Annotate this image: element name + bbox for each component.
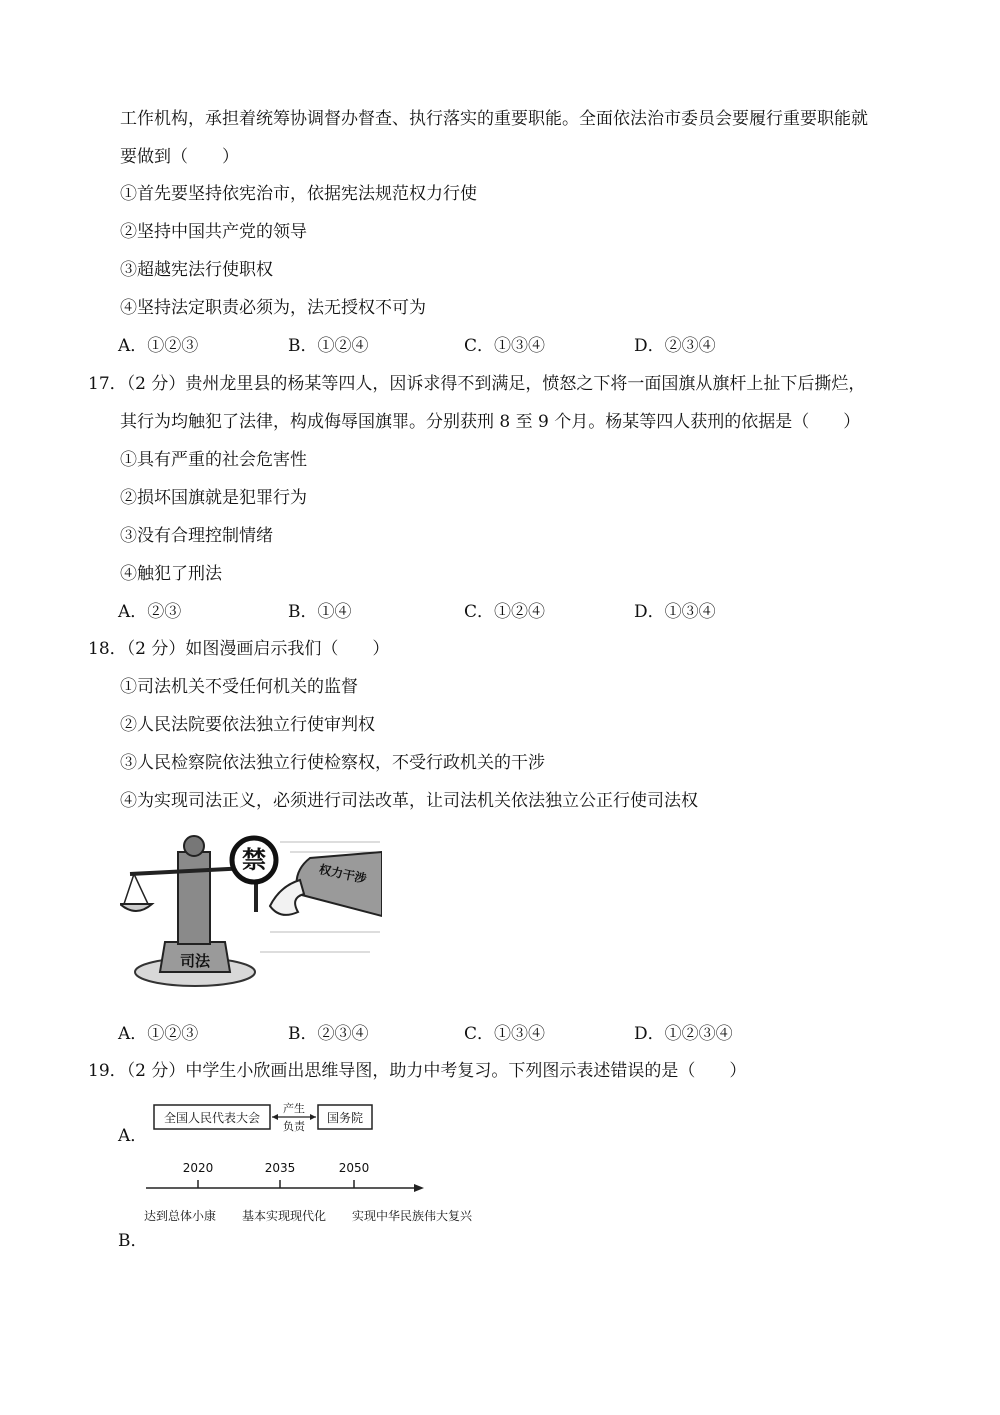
q18-option-b[interactable]: B．②③④ [288,1024,369,1044]
q17-stem-line2: 其行为均触犯了法律，构成侮辱国旗罪。分别获刑 8 至 9 个月。杨某等四人获刑的依据是（ ） [120,412,861,432]
q16-stem-line1: 工作机构，承担着统筹协调督办督查、执行落实的重要职能。全面依法治市委员会要履行重要职能就 [120,109,868,129]
timeline-year-2035: 2035 [264,1161,296,1175]
q19-option-a-label[interactable]: A． [118,1126,148,1146]
q18-stem-line1: 18．（2 分）如图漫画启示我们（ ） [88,639,390,659]
q17-item-4: ④触犯了刑法 [120,564,222,584]
timeline-year-2050: 2050 [338,1161,370,1175]
q18-item-2: ②人民法院要依法独立行使审判权 [120,715,375,735]
q16-item-2: ②坚持中国共产党的领导 [120,222,307,242]
q18-item-4: ④为实现司法正义，必须进行司法改革，让司法机关依法独立公正行使司法权 [120,791,698,811]
q17-item-2: ②损坏国旗就是犯罪行为 [120,488,307,508]
diagram-arrow-top-label: 产生 [283,1102,305,1115]
q17-option-a[interactable]: A．②③ [118,602,182,622]
cartoon-base-label: 司法 [179,952,211,970]
q18-option-d[interactable]: D．①②③④ [634,1024,733,1044]
timeline-goal-2: 基本实现现代化 [242,1209,327,1223]
cartoon-pillar-top [184,836,204,856]
q17-option-d[interactable]: D．①③④ [634,602,716,622]
q16-item-4: ④坚持法定职责必须为，法无授权不可为 [120,298,426,318]
q16-stem-line2: 要做到（ ） [120,147,239,167]
q17-option-c[interactable]: C．①②④ [464,602,546,622]
timeline-goal-3: 实现中华民族伟大复兴 [352,1209,473,1223]
forbid-sign-char: 禁 [242,846,266,874]
q17-item-3: ③没有合理控制情绪 [120,526,273,546]
q18-item-3: ③人民检察院依法独立行使检察权，不受行政机关的干涉 [120,753,545,773]
q17-item-1: ①具有严重的社会危害性 [120,450,307,470]
q16-item-3: ③超越宪法行使职权 [120,260,273,280]
q19-stem-line1: 19．（2 分）中学生小欣画出思维导图，助力中考复习。下列图示表述错误的是（ ） [88,1061,747,1081]
timeline-year-2020: 2020 [182,1161,214,1175]
q16-option-b[interactable]: B．①②④ [288,336,369,356]
q16-option-c[interactable]: C．①③④ [464,336,546,356]
arrow-left-icon [272,1114,278,1120]
diagram-box-npc-label: 全国人民代表大会 [163,1111,261,1125]
q17-stem-line1: 17．（2 分）贵州龙里县的杨某等四人，因诉求得不到满足，愤怒之下将一面国旗从旗杆上扯下后撕烂， [88,374,866,394]
q18-item-1: ①司法机关不受任何机关的监督 [120,677,358,697]
q18-cartoon [120,832,382,992]
q16-item-1: ①首先要坚持依宪治市，依据宪法规范权力行使 [120,184,477,204]
arrow-right-icon [310,1114,316,1120]
q16-option-d[interactable]: D．②③④ [634,336,716,356]
diagram-box-state-council-label: 国务院 [326,1111,364,1125]
cartoon-scale-pillar [178,852,210,944]
q19-diagram-a [152,1098,382,1138]
q19-timeline [140,1158,510,1230]
q18-option-c[interactable]: C．①③④ [464,1024,546,1044]
q19-option-b-label[interactable]: B． [118,1231,148,1251]
diagram-arrow-bottom-label: 负责 [283,1120,305,1133]
arrow-right-icon [414,1184,424,1192]
cartoon-sleeve-label: 权力干涉 [317,862,368,886]
q16-option-a[interactable]: A．①②③ [118,336,199,356]
timeline-goal-1: 达到总体小康 [144,1209,217,1223]
q17-option-b[interactable]: B．①④ [288,602,352,622]
q18-option-a[interactable]: A．①②③ [118,1024,199,1044]
